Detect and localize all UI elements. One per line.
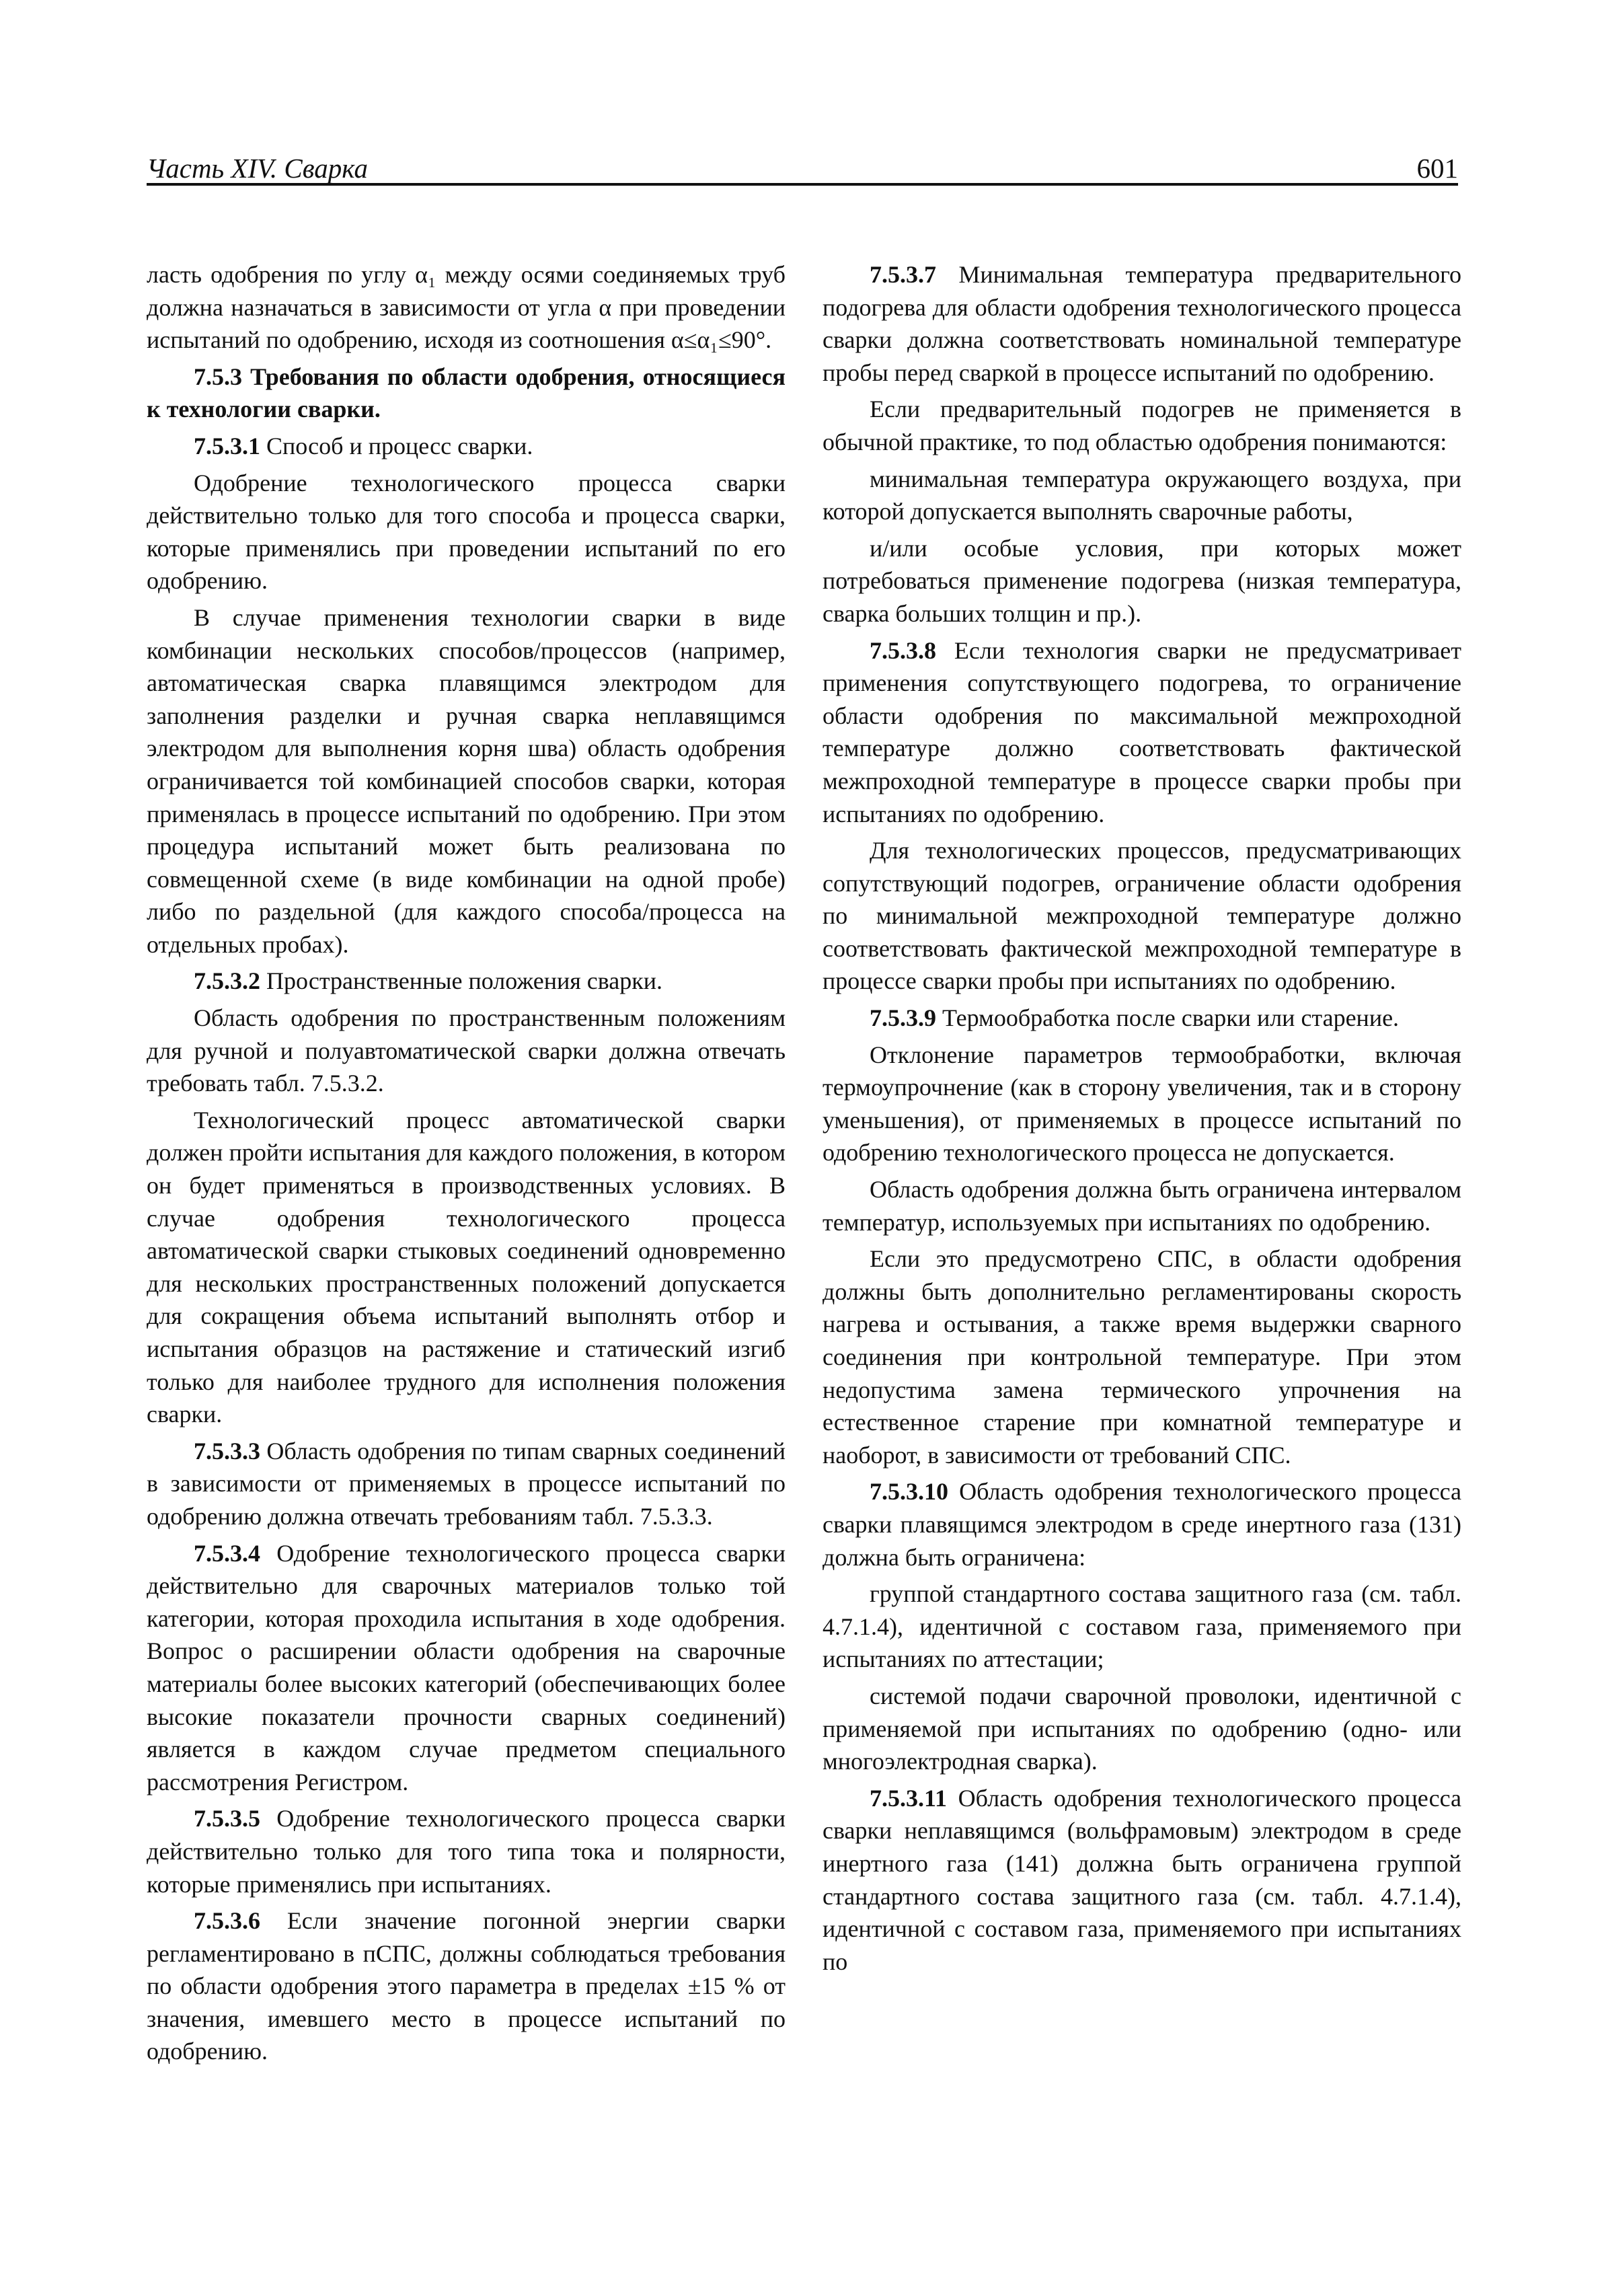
header-rule [147, 183, 1458, 186]
subsection-7-5-3-6 [147, 1904, 786, 2068]
paragraph: Одобрение технологического процесса сварки действительно только для того способа и процесса сварки, которые применялись при проведении испытаний по его одобрению. [147, 469, 786, 595]
section-text: Минимальная температура предварительного подогрева для области одобрения технологического процесса сварки должна соответствовать номинальной температуре пробы перед сваркой в процессе испытаний по одобрению. [823, 261, 1461, 386]
paragraph: Если это предусмотрено СПС, в области одобрения должны быть дополнительно регламентированы скорость нагрева и остывания, а также время выдержки сварного соединения при контрольной температуре. При этом недопустима замена термического упрочнения на естественное старение при комнатной температуре и наоборот, в зависимости от требований СПС. [823, 1245, 1461, 1469]
paragraph: группой стандартного состава защитного газа (см. табл. 4.7.1.4), идентичной с составом газа, применяемого при испытаниях по аттестации; [823, 1580, 1461, 1673]
section-number: 7.5.3.5 [194, 1805, 260, 1832]
paragraph-continuation: ласть одобрения по углу α₁ между осями соединяемых труб должна назначаться в зависимости от угла α при проведении испытаний по одобрению, исходя из соотношения α≤α₁≤90°. [147, 261, 786, 354]
section-text: Если технология сварки не предусматривает применения сопутствующего подогрева, то ограничение области одобрения по максимальной межпроходной температуре должно соответствовать фактической межпроходной температуре в процессе сварки пробы при испытаниях по одобрению. [823, 636, 1461, 827]
section-number: 7.5.3.3 [194, 1437, 260, 1465]
running-title: Часть XIV. Сварка [147, 153, 368, 184]
section-number: 7.5.3.11 [870, 1784, 948, 1812]
section-title: Пространственные положения сварки. [266, 967, 663, 995]
subsection-7-5-3-10 [823, 1475, 1461, 1573]
paragraph: и/или особые условия, при которых может потребоваться применение подогрева (низкая температура, сварка больших толщин и пр.). [823, 534, 1461, 627]
subsection-7-5-3-7 [823, 258, 1461, 389]
section-title: Способ и процесс сварки. [266, 432, 533, 459]
subsection-7-5-3-3 [147, 1435, 786, 1533]
subsection-7-5-3-11 [823, 1782, 1461, 1978]
section-number: 7.5.3.4 [194, 1539, 260, 1567]
paragraph: минимальная температура окружающего воздуха, при которой допускается выполнять сварочные работы, [823, 465, 1461, 525]
paragraph: Для технологических процессов, предусматривающих сопутствующий подогрев, ограничение области одобрения по минимальной межпроходной температуре должно соответствовать фактической межпроходной температуре в процессе сварки пробы при испытаниях по одобрению. [823, 837, 1461, 995]
paragraph: Область одобрения по пространственным положениям для ручной и полуавтоматической сварки должна отвечать требовать табл. 7.5.3.2. [147, 1004, 786, 1097]
section-number: 7.5.3.1 [194, 432, 260, 459]
subsection-7-5-3-1 [147, 430, 786, 463]
paragraph: Отклонение параметров термообработки, включая термоупрочнение (как в сторону увеличения, так и в сторону уменьшения), от применяемых в процессе испытаний по одобрению технологического процесса не допускается. [823, 1041, 1461, 1166]
right-column [823, 258, 1461, 1982]
section-heading-7-5-3: 7.5.3 Требования по области одобрения, относящиеся к технологии сварки. [147, 363, 786, 423]
paragraph: Технологический процесс автоматической сварки должен пройти испытания для каждого положения, в котором он будет применяться в производственных условиях. В случае одобрения технологического процесса автоматической сварки стыковых соединений одновременно для нескольких пространственных положений допускается для сокращения объема испытаний выполнять отбор и испытания образцов на растяжение и статический изгиб только для наиболее трудного для исполнения положения сварки. [147, 1106, 786, 1428]
subsection-7-5-3-9 [823, 1002, 1461, 1035]
section-text: Область одобрения технологического процесса сварки неплавящимся (вольфрамовым) электродом в среде инертного газа (141) должна быть ограничена группой стандартного состава защитного газа (см. табл. 4.7.1.4), идентичной с составом газа, применяемого при испытаниях по [823, 1784, 1462, 1975]
running-header [147, 149, 1458, 187]
section-number: 7.5.3.10 [870, 1478, 948, 1506]
section-title: Термообработка после сварки или старение. [942, 1004, 1400, 1032]
paragraph: Если предварительный подогрев не применяется в обычной практике, то под областью одобрения понимаются: [823, 396, 1461, 455]
left-column [147, 258, 786, 2072]
section-number: 7.5.3.8 [870, 636, 936, 664]
paragraph: Область одобрения должна быть ограничена интервалом температур, используемых при испытаниях по одобрению. [823, 1176, 1461, 1236]
section-text: Одобрение технологического процесса сварки действительно для сварочных материалов только той категории, которая проходила испытания в ходе одобрения. Вопрос о расширении области одобрения на сварочные материалы более высоких категорий (обеспечивающих более высокие показатели прочности сварных соединений) является в каждом случае предметом специального рассмотрения Регистром. [147, 1539, 786, 1795]
page-number: 601 [1416, 153, 1458, 184]
paragraph: системой подачи сварочной проволоки, идентичной с применяемой при испытаниях по одобрению (одно- или многоэлектродная сварка). [823, 1682, 1461, 1775]
paragraph: В случае применения технологии сварки в виде комбинации нескольких способов/процессов (например, автоматическая сварка плавящимся электродом для заполнения разделки и ручная сварка неплавящимся электродом для выполнения корня шва) область одобрения ограничивается той комбинацией способов сварки, которая применялась в процессе испытаний по одобрению. При этом процедура испытаний может быть реализована по совмещенной схеме (в виде комбинации на одной пробе) либо по раздельной (для каждого способа/процесса на отдельных пробах). [147, 603, 786, 958]
section-text: Одобрение технологического процесса сварки действительно только для того типа тока и полярности, которые применялись при испытаниях. [147, 1805, 786, 1898]
section-number: 7.5.3.7 [870, 261, 936, 288]
section-text: Область одобрения технологического процесса сварки плавящимся электродом в среде инертного газа (131) должна быть ограничена: [823, 1478, 1461, 1571]
subsection-7-5-3-2 [147, 965, 786, 998]
section-number: 7.5.3.9 [870, 1004, 936, 1032]
section-number: 7.5.3.6 [194, 1907, 260, 1935]
section-text: Если значение погонной энергии сварки регламентировано в пСПС, должны соблюдаться требования по области одобрения этого параметра в пределах ±15 % от значения, имевшего место в процессе испытаний по одобрению. [147, 1907, 786, 2065]
subsection-7-5-3-5 [147, 1802, 786, 1900]
subsection-7-5-3-4 [147, 1537, 786, 1799]
section-text: Область одобрения по типам сварных соединений в зависимости от применяемых в процессе испытаний по одобрению должна отвечать требованиям табл. 7.5.3.3. [147, 1437, 786, 1530]
section-number: 7.5.3.2 [194, 967, 260, 995]
subsection-7-5-3-8 [823, 634, 1461, 831]
